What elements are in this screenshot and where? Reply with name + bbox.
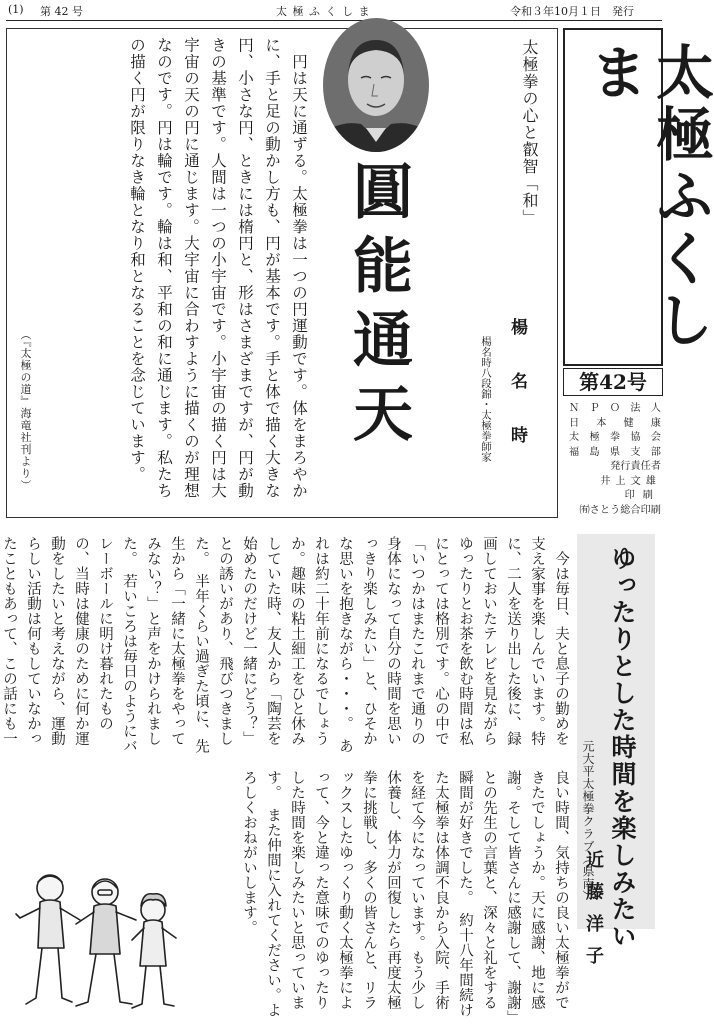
publisher-line: ＮＰＯ法人 xyxy=(569,403,661,414)
masthead xyxy=(563,28,714,366)
page-number: (1) xyxy=(8,3,24,16)
issue-number: 第42号 xyxy=(563,368,663,396)
essay-author-name: 楊 名 時 xyxy=(507,318,527,453)
issue-ref: 第 42 号 xyxy=(40,5,83,18)
publisher-line: 日本健康 xyxy=(569,417,661,429)
editor-name: 井上文雄 xyxy=(600,475,661,487)
calligraphy: 圓能通天 xyxy=(343,160,413,456)
series-title: 太極拳の心と叡智「和」 xyxy=(520,39,539,226)
date-issued: 令和３年10月１日 発行 xyxy=(510,5,634,18)
paper-name: 太 極 ふ く し ま xyxy=(276,5,371,18)
masthead-title: 太極ふくしま xyxy=(580,42,714,352)
article-title: ゆったりとした時間を楽しみたい xyxy=(608,545,637,950)
tai-chi-illustration xyxy=(10,858,180,1018)
author-portrait xyxy=(321,16,431,154)
article-author: 近藤洋子 xyxy=(583,850,604,978)
essay-source: （『太極の道』海竜社刊より） xyxy=(19,329,32,492)
publisher-info xyxy=(569,402,661,518)
printer-label: 印刷 xyxy=(624,490,661,501)
essay-box xyxy=(6,28,558,518)
essay-author-title: 楊名時八段錦・太極拳師家 xyxy=(480,336,492,462)
publisher-line: 太極拳協会 xyxy=(569,432,661,443)
article-body-top: 今は毎日、夫と息子の勤めを支え家事を楽しんでいます。特に、二人を送り出した後に、録画しておいたテレビを見ながらゆったりとお茶を飲む時間は私にとっては格別です。心の中で「いつかはまたこれまで通りの身体になって自分の時間を思いっきり楽しみたい」と、ひそかな思いを抱きながら・・・。 あれは約二十年前になるでしょうか。趣味の粘土細工をひと休みしていた時、友人から「陶芸を始めたのだけど一緒にどう？」との誘いがあり、飛びつきました。 半年くらい過ぎた頃に、先生から「一緒に太極拳をやってみない？」と声をかけられました。 若いころは毎日のようにバレーボールに明け暮れたものの、当時は健康のために何か運動をしたいと考えながら、運動らしい活動は何もしていなかったこともあって、この話にも一 xyxy=(1,536,569,754)
printer-name: ㈲さとう総合印刷 xyxy=(579,504,661,516)
editor-label: 発行責任者 xyxy=(610,461,661,472)
article-club: 元大平太極拳クラブ（県南） xyxy=(581,740,595,903)
article-body-bottom: 良い時間、気持ちの良い太極拳ができたでしょうか。天に感謝、地に感謝。そして皆さんに感謝して、謝謝」との先生の言葉と、深々と礼をする瞬間が好きでした。 約十八年間続けた太極拳は体調不良から入院、手術を経て今になっています。もう少し休養し、体力が回復したら再度太極拳に挑戦し、多くの皆さんと、リラックスしたゆっくり動く太極拳によって、今と違った意味でのゆったりした時間を楽しみたいと思っています。 また仲間に入れてください。よろしくおねがいします。 xyxy=(241,770,569,1018)
publisher-line: 福島県支部 xyxy=(569,446,661,458)
essay-body: 円は天に通ずる。太極拳は一つの円運動です。体をまろやかに、手と足の動かし方も、円が基本です。手と体で描く大きな円、小さな円、ときには楕円と、形はさまざまですが、円が動きの基準です。人間は一つの小宇宙です。小宇宙の描く円は大宇宙の天の円に通じます。大宇宙に合わすように描くのが理想なのです。円は輪です。輪は和、平和の和に通じます。私たちの描く円が限りなき輪となり和となることを念じています。 xyxy=(128,37,308,499)
